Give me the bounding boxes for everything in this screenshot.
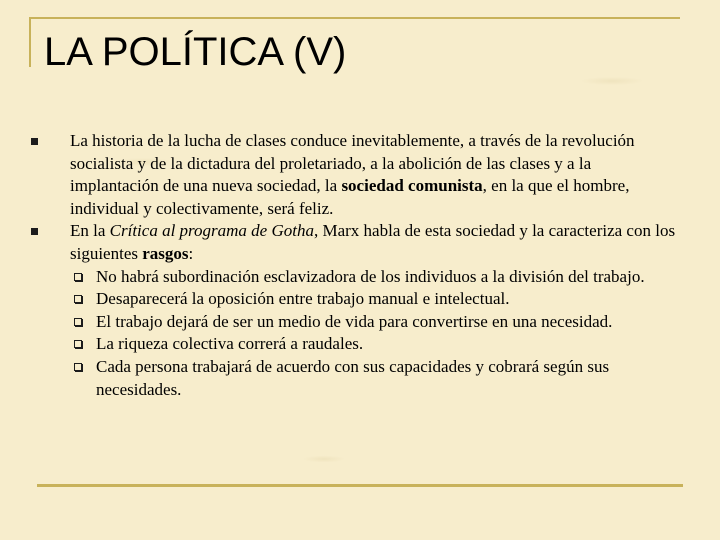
bullet-item — [30, 220, 680, 401]
sub-item — [70, 288, 680, 311]
sub-item-text: Desaparecerá la oposición entre trabajo manual e intelectual. — [96, 289, 510, 309]
slide-body — [30, 130, 680, 401]
square-bullet-icon — [31, 138, 38, 145]
sub-item-text: Cada persona trabajará de acuerdo con sus capacidades y cobrará según sus necesidades. — [96, 356, 610, 399]
sub-item-text: No habrá subordinación esclavizadora de los individuos a la división del trabajo. — [96, 266, 645, 286]
frame-top-border — [29, 17, 680, 19]
hollow-square-bullet-icon — [74, 295, 82, 303]
bullet-item — [30, 130, 680, 220]
hollow-square-bullet-icon — [74, 318, 82, 326]
hollow-square-bullet-icon — [74, 273, 82, 281]
sub-item-text: El trabajo dejará de ser un medio de vida para convertirse en una necesidad. — [96, 311, 613, 331]
bottom-divider — [37, 484, 683, 487]
hollow-square-bullet-icon — [74, 340, 82, 348]
bullet-text: , en la que el hombre, individual y colectivamente, será feliz. — [70, 176, 630, 218]
italic-title: Crítica al programa de Gotha — [109, 221, 314, 241]
bullet-text: : — [188, 243, 194, 263]
sub-item-text: La riqueza colectiva correrá a raudales. — [96, 334, 364, 354]
sub-item — [70, 356, 680, 401]
bullet-text: , Marx habla de esta sociedad y la caracteriza con los siguientes — [70, 221, 676, 263]
bold-term: sociedad comunista — [341, 176, 483, 196]
hollow-square-bullet-icon — [74, 363, 82, 371]
square-bullet-icon — [31, 228, 38, 235]
bullet-text: La historia de la lucha de clases conduce inevitablemente, a través de la revolución socialista y de la dictadura del proletariado, a la abolición de las clases y a la implantación de una nueva sociedad, la — [70, 131, 635, 196]
slide-title: LA POLÍTICA (V) — [44, 30, 347, 74]
sub-item — [70, 266, 680, 289]
bullet-text: En la — [70, 221, 110, 241]
frame-left-border — [29, 17, 31, 67]
bold-term: rasgos — [142, 243, 189, 263]
sub-item — [70, 311, 680, 334]
sub-item — [70, 333, 680, 356]
